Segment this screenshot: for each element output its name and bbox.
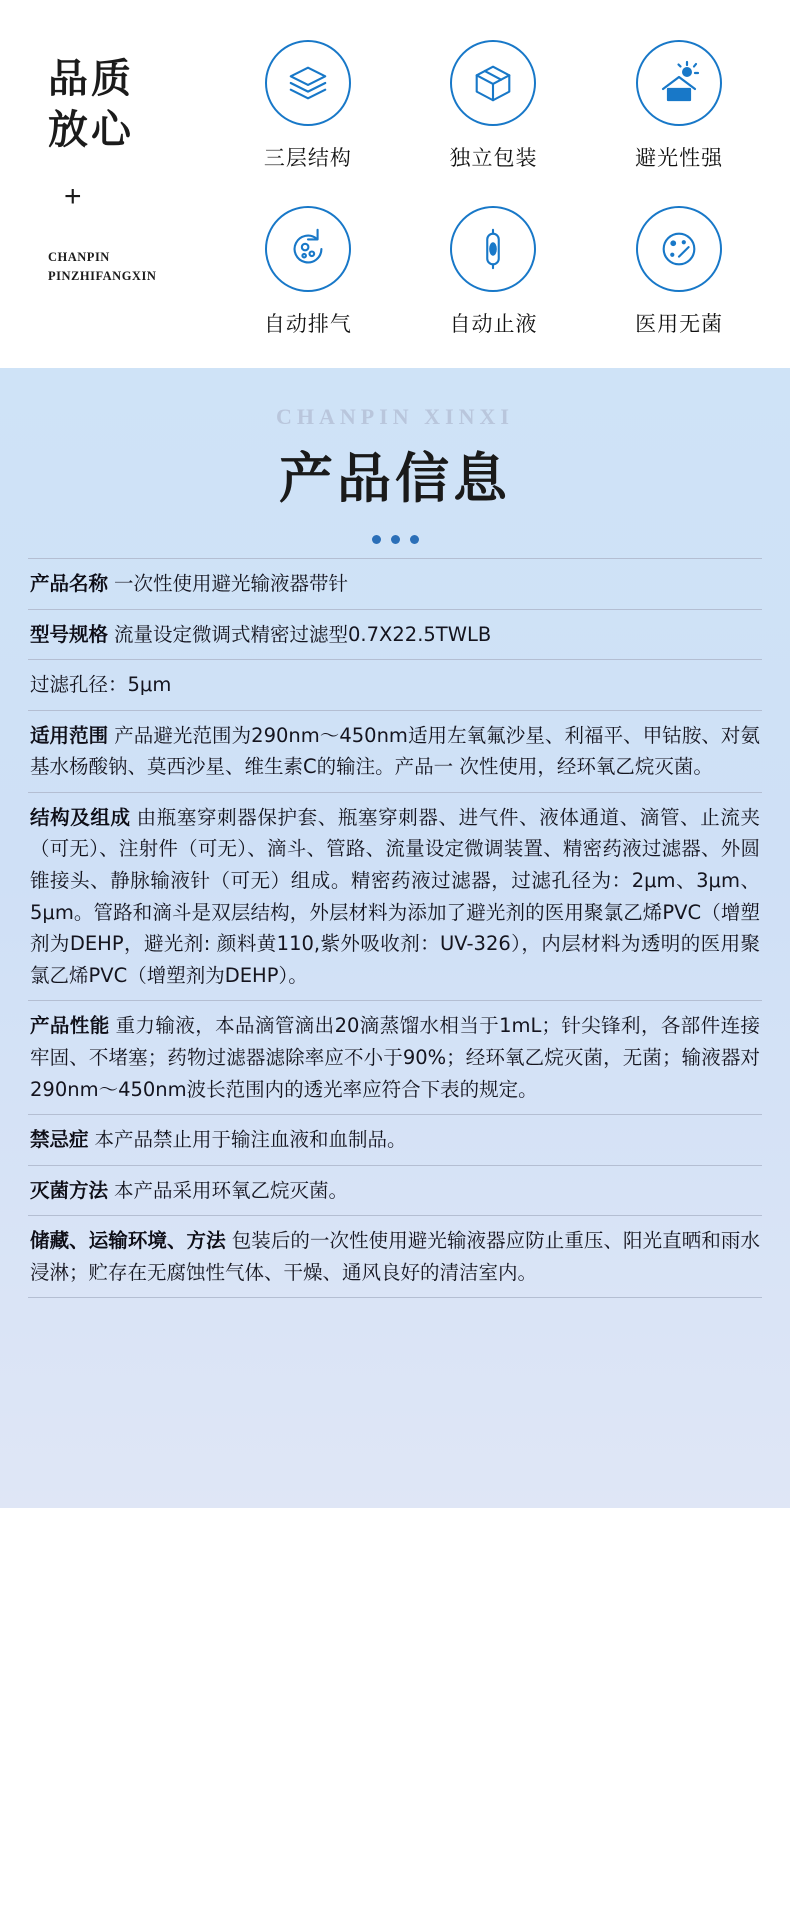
brand-block (0, 40, 215, 338)
features-section (0, 0, 790, 368)
dot (372, 535, 381, 544)
auto-exhaust-icon (265, 206, 351, 292)
sun-shade-icon (636, 40, 722, 126)
feature-label: 自动止液 (449, 312, 538, 336)
info-title: 产品信息 (279, 447, 511, 510)
features-grid (215, 40, 790, 338)
info-row-label: 灭菌方法 (30, 1178, 109, 1202)
info-row-label: 结构及组成 (30, 805, 131, 829)
info-row (28, 1166, 762, 1217)
info-row-text: 产品避光范围为290nm～450nm适用左氧氟沙星、利福平、甲钴胺、对氨基水杨酸钠、莫西沙星、维生素C的输注。产品一 次性使用，经环氧乙烷灭菌。 (30, 723, 760, 779)
feature-item-sterile (586, 206, 772, 338)
plus-symbol: + (64, 180, 82, 214)
brand-title-line2: 放心 (48, 107, 134, 154)
feature-label: 独立包装 (449, 146, 538, 170)
info-row (28, 610, 762, 661)
brand-pinyin-line1: CHANPIN (48, 250, 110, 265)
info-row (28, 558, 762, 610)
info-row-text: 本产品禁止用于输注血液和血制品。 (94, 1128, 407, 1152)
info-row-text: 过滤孔径：5μm (30, 673, 172, 697)
box-icon (450, 40, 536, 126)
info-row-label: 产品名称 (30, 572, 109, 595)
info-row-text: 本产品采用环氧乙烷灭菌。 (114, 1178, 349, 1202)
info-row (28, 711, 762, 793)
info-rows (0, 558, 790, 1298)
feature-label: 医用无菌 (635, 312, 724, 336)
info-row (28, 660, 762, 711)
info-row-text: 重力输液，本品滴管滴出20滴蒸馏水相当于1mL；针尖锋利，各部件连接牢固、不堵塞；药物过滤器滤除率应不小于90%；经环氧乙烷灭菌，无菌；输液器对290nm～450nm波长范围内的透光率应符合下表的规定。 (30, 1014, 760, 1101)
info-row-label: 型号规格 (30, 622, 109, 646)
info-pinyin: CHANPIN XINXI (276, 404, 514, 429)
info-row-text: 由瓶塞穿刺器保护套、瓶塞穿刺器、进气件、液体通道、滴管、止流夹（可无）、注射件（可无）、滴斗、管路、流量设定微调装置、精密药液过滤器、外圆锥接头、静脉输液针（可无）组成。精密药液过滤器，过滤孔径为：2μm、3μm、5μm。管路和滴斗是双层结构，外层材料为添加了避光剂的医用聚氯乙烯PVC（增塑剂为DEHP，避光剂: 颜料黄110,紫外吸收剂：UV-326），内层材料为透明的医用聚氯乙烯PVC（增塑剂为DEHP）。 (30, 805, 760, 987)
info-row-text: 流量设定微调式精密过滤型0.7X22.5TWLB (114, 622, 492, 646)
feature-item-auto-stop (401, 206, 587, 338)
info-row (28, 1216, 762, 1298)
info-row (28, 793, 762, 1001)
brand-title-line1: 品质 (48, 56, 134, 102)
dot (410, 535, 419, 544)
feature-item-auto-exhaust (215, 206, 401, 338)
brand-pinyin-line2: PINZHIFANGXIN (48, 269, 157, 284)
dot-divider (0, 535, 790, 544)
dot (391, 535, 400, 544)
auto-stop-liquid-icon (450, 206, 536, 292)
info-row-text: 一次性使用避光输液器带针 (114, 572, 349, 595)
sterile-icon (636, 206, 722, 292)
feature-label: 自动排气 (263, 312, 352, 336)
info-row-text: 包装后的一次性使用避光输液器应防止重压、阳光直晒和雨水浸淋；贮存在无腐蚀性气体、干燥、通风良好的清洁室内。 (30, 1229, 760, 1284)
info-row-label: 储藏、运输环境、方法 (30, 1229, 226, 1253)
feature-label: 三层结构 (263, 146, 352, 170)
info-row-label: 适用范围 (30, 723, 109, 747)
info-row-label: 禁忌症 (30, 1128, 89, 1152)
feature-label: 避光性强 (635, 146, 724, 170)
info-row (28, 1001, 762, 1115)
feature-item-light-proof (586, 40, 772, 172)
info-row (28, 1115, 762, 1166)
feature-item-box (401, 40, 587, 172)
layers-icon (265, 40, 351, 126)
feature-item-layers (215, 40, 401, 172)
product-info-section (0, 368, 790, 1508)
info-row-label: 产品性能 (30, 1014, 110, 1038)
